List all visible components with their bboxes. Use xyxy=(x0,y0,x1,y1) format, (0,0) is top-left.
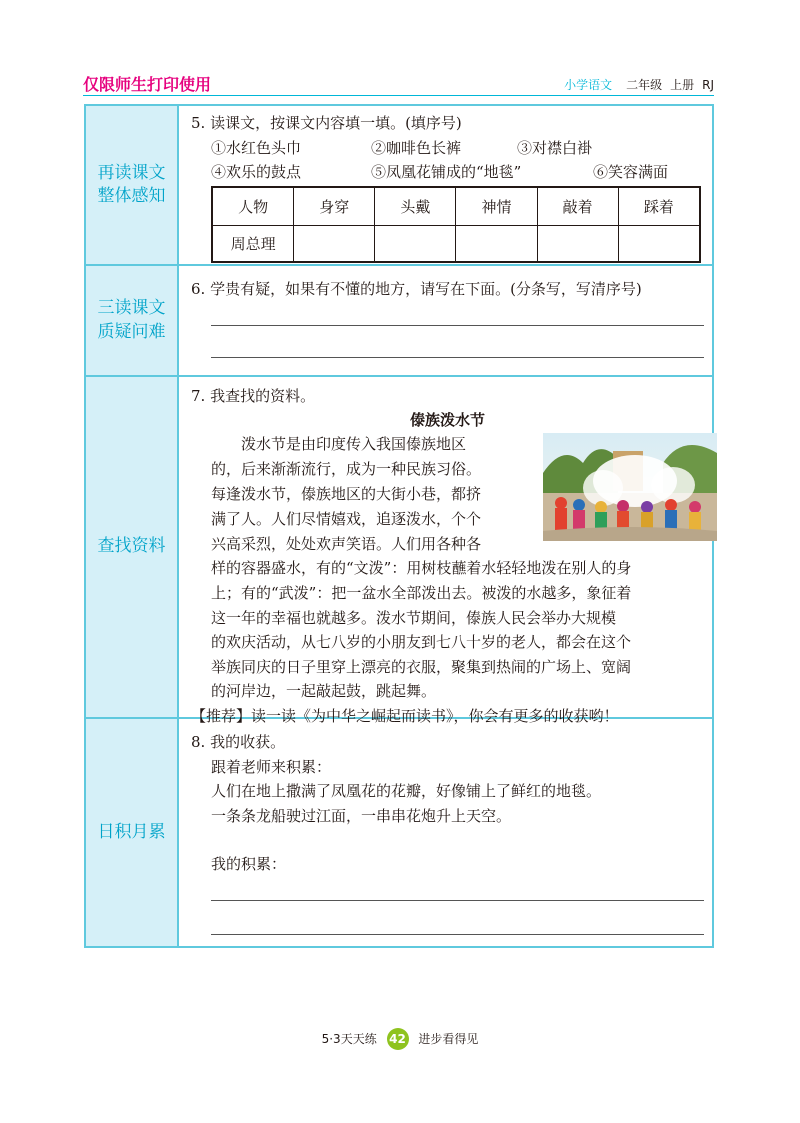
article-line: 的河岸边，一起敲起鼓，跳起舞。 xyxy=(211,682,437,700)
answer-cell[interactable] xyxy=(537,226,618,263)
answer-line[interactable] xyxy=(211,900,704,901)
header-divider xyxy=(83,95,714,96)
option-2: ②咖啡色长裤 xyxy=(371,139,462,157)
question-5: 5. 读课文，按课文内容填一填。(填序号) xyxy=(191,114,462,132)
series-name: 5·3天天练 xyxy=(321,1032,377,1046)
term: 上册 xyxy=(670,78,695,92)
answer-cell[interactable] xyxy=(456,226,537,263)
page-number: 42 xyxy=(387,1028,409,1050)
worksheet-frame xyxy=(84,104,714,948)
answer-line[interactable] xyxy=(211,357,704,358)
option-4: ④欢乐的鼓点 xyxy=(211,163,302,181)
recommendation: 【推荐】读一读《为中华之崛起而读书》，你会有更多的收获哟！ xyxy=(191,707,619,725)
slogan: 进步看得见 xyxy=(418,1032,479,1046)
answer-line[interactable] xyxy=(211,325,704,326)
answer-cell[interactable] xyxy=(618,226,700,263)
section-content xyxy=(191,719,704,946)
question-8: 8. 我的收获。 xyxy=(191,733,286,751)
article-line: 每逢泼水节，傣族地区的大街小巷，都挤 xyxy=(211,485,482,503)
article-line: 的欢庆活动，从七八岁的小朋友到七八十岁的老人，都会在这个 xyxy=(211,633,632,651)
section-label: 查找资料 xyxy=(86,377,179,717)
question-6: 6. 学贵有疑，如果有不懂的地方，请写在下面。(分条写，写清序号) xyxy=(191,280,642,298)
table-row xyxy=(212,226,700,263)
article-line: 的，后来渐渐流行，成为一种民族习俗。 xyxy=(211,460,482,478)
my-accumulation-label: 我的积累： xyxy=(211,855,287,873)
table-header: 头戴 xyxy=(375,187,456,226)
section-accumulate xyxy=(86,719,712,946)
footer xyxy=(0,1028,800,1050)
print-notice: 仅限师生打印使用 xyxy=(83,75,212,94)
question-7: 7. 我查找的资料。 xyxy=(191,387,316,405)
article-line: 兴高采烈，处处欢声笑语。人们用各种各 xyxy=(211,535,482,553)
table-header: 人物 xyxy=(212,187,294,226)
subject: 小学语文 xyxy=(564,78,613,92)
answer-cell[interactable] xyxy=(294,226,375,263)
section-label: 日积月累 xyxy=(86,719,179,946)
section-content xyxy=(191,266,704,375)
answer-line[interactable] xyxy=(211,934,704,935)
option-5: ⑤凤凰花铺成的“地毯” xyxy=(371,163,522,181)
table-cell: 周总理 xyxy=(212,226,294,263)
table-header: 身穿 xyxy=(294,187,375,226)
article-title: 傣族泼水节 xyxy=(409,411,485,429)
section-content xyxy=(191,106,704,264)
accumulate-line: 跟着老师来积累： xyxy=(211,758,332,776)
option-1: ①水红色头巾 xyxy=(211,139,302,157)
book-info xyxy=(564,76,714,93)
section-research xyxy=(86,377,712,725)
article-line: 满了人。人们尽情嬉戏，追逐泼水，个个 xyxy=(211,510,482,528)
section-question xyxy=(86,266,712,377)
table-header: 敲着 xyxy=(537,187,618,226)
option-6: ⑥笑容满面 xyxy=(593,163,669,181)
fill-table xyxy=(211,186,701,263)
answer-cell[interactable] xyxy=(375,226,456,263)
section-content xyxy=(191,377,704,725)
water-festival-photo xyxy=(543,433,717,541)
option-3: ③对襟白褂 xyxy=(517,139,593,157)
section-label: 三读课文 质疑问难 xyxy=(86,266,179,375)
article-line: 举族同庆的日子里穿上漂亮的衣服，聚集到热闹的广场上、宽阔 xyxy=(211,658,632,676)
table-header: 神情 xyxy=(456,187,537,226)
edition: RJ xyxy=(702,78,714,92)
section-reread xyxy=(86,106,712,266)
accumulate-line: 一条条龙船驶过江面，一串串花炮升上天空。 xyxy=(211,807,512,825)
article-line: 这一年的幸福也就越多。泼水节期间，傣族人民会举办大规模 xyxy=(211,609,617,627)
section-label: 再读课文 整体感知 xyxy=(86,106,179,264)
accumulate-line: 人们在地上撒满了凤凰花的花瓣，好像铺上了鲜红的地毯。 xyxy=(211,782,602,800)
article-line: 样的容器盛水，有的“文泼”：用树枝蘸着水轻轻地泼在别人的身 xyxy=(211,559,632,577)
table-header: 踩着 xyxy=(618,187,700,226)
article-line: 上；有的“武泼”：把一盆水全部泼出去。被泼的水越多，象征着 xyxy=(211,584,632,602)
table-header-row xyxy=(212,187,700,226)
grade: 二年级 xyxy=(626,78,663,92)
article-line: 泼水节是由印度传入我国傣族地区 xyxy=(211,435,467,453)
